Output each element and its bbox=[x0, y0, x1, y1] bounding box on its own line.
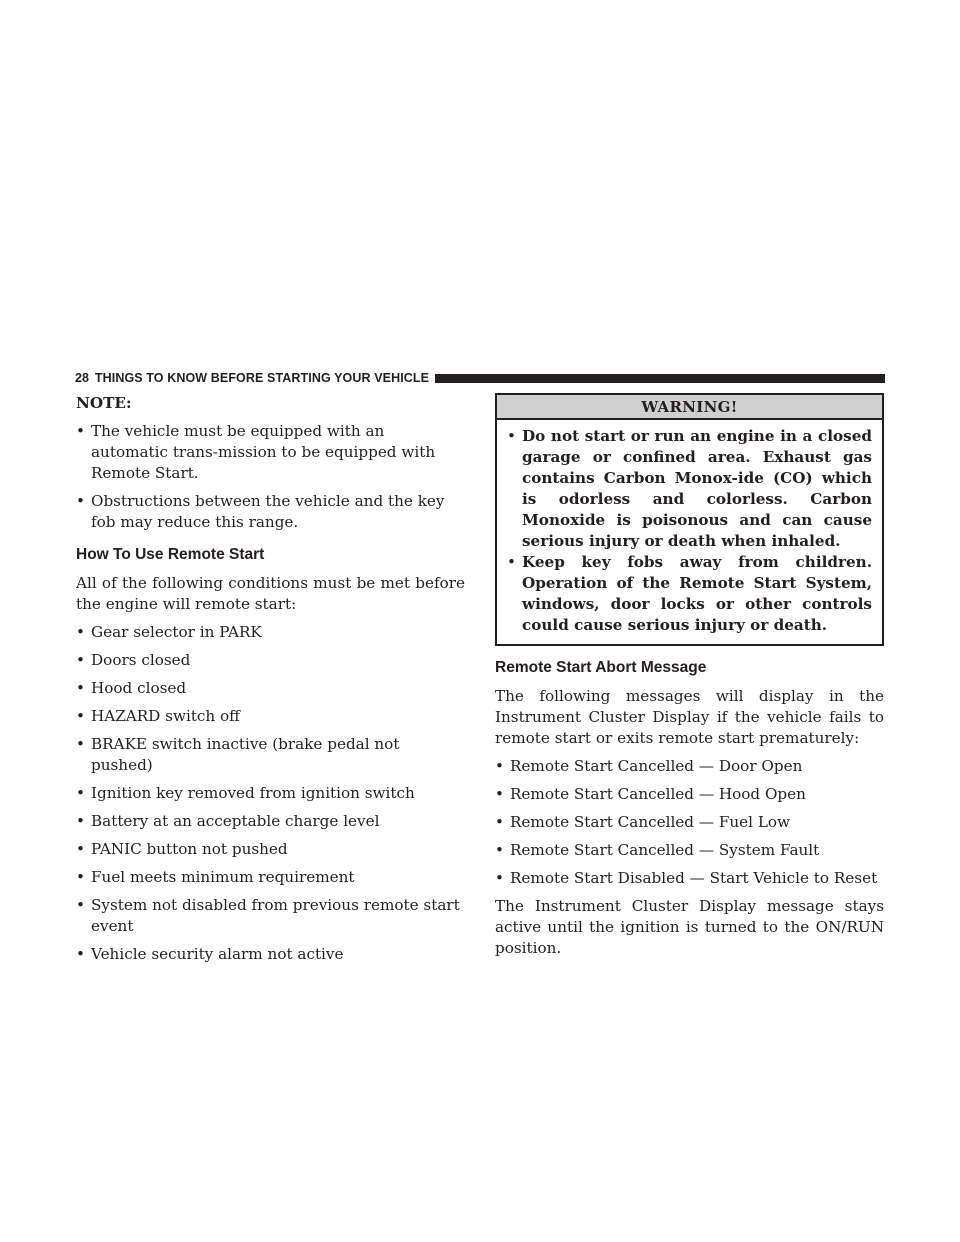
page-header bbox=[75, 371, 885, 385]
left-column bbox=[76, 393, 465, 972]
condition-item: • Fuel meets minimum requirement bbox=[76, 868, 355, 886]
abort-intro: The following messages will display in the Instrument Cluster Display if the vehicle fails to remote start or exits remote start prematurely: bbox=[495, 687, 884, 747]
abort-message-item: • Remote Start Cancelled — Hood Open bbox=[495, 785, 806, 803]
note-item: • The vehicle must be equipped with an automatic trans-mission to be equipped with Remote Start. bbox=[76, 422, 436, 482]
bullet-icon: • bbox=[76, 896, 85, 914]
conditions-list bbox=[76, 622, 465, 965]
condition-item: • PANIC button not pushed bbox=[76, 840, 288, 858]
warning-item: • Do not start or run an engine in a closed garage or confined area. Exhaust gas contains Carbon Monox-ide (CO) which is odorless and colorless. Carbon Monoxide is poisonous and can cause serious injury or death when inhaled. bbox=[507, 427, 872, 550]
bullet-icon: • bbox=[495, 757, 504, 775]
bullet-icon: • bbox=[76, 707, 85, 725]
bullet-icon: • bbox=[495, 785, 504, 803]
right-column bbox=[495, 393, 884, 966]
bullet-icon: • bbox=[76, 422, 85, 440]
bullet-icon: • bbox=[495, 841, 504, 859]
condition-item: • Vehicle security alarm not active bbox=[76, 945, 344, 963]
warning-item: • Keep key fobs away from children. Operation of the Remote Start System, windows, door locks or other controls could cause serious injury or death. bbox=[507, 553, 872, 634]
condition-item: • BRAKE switch inactive (brake pedal not pushed) bbox=[76, 735, 400, 774]
abort-message-item: • Remote Start Cancelled — Fuel Low bbox=[495, 813, 791, 831]
abort-message-item: • Remote Start Cancelled — System Fault bbox=[495, 841, 820, 859]
condition-item: • HAZARD switch off bbox=[76, 707, 240, 725]
condition-item: • Hood closed bbox=[76, 679, 187, 697]
bullet-icon: • bbox=[76, 623, 85, 641]
abort-message-item: • Remote Start Cancelled — Door Open bbox=[495, 757, 803, 775]
closing-paragraph: The Instrument Cluster Display message stays active until the ignition is turned to the ON/RUN position. bbox=[495, 897, 884, 957]
bullet-icon: • bbox=[76, 492, 85, 510]
warning-list bbox=[497, 420, 882, 644]
condition-item: • System not disabled from previous remote start event bbox=[76, 896, 460, 935]
bullet-icon: • bbox=[507, 553, 516, 571]
bullet-icon: • bbox=[76, 840, 85, 858]
bullet-icon: • bbox=[76, 679, 85, 697]
bullet-icon: • bbox=[507, 427, 516, 445]
abort-heading: Remote Start Abort Message bbox=[495, 659, 707, 676]
bullet-icon: • bbox=[495, 813, 504, 831]
note-item: • Obstructions between the vehicle and the key fob may reduce this range. bbox=[76, 492, 445, 531]
bullet-icon: • bbox=[76, 784, 85, 802]
bullet-icon: • bbox=[76, 868, 85, 886]
page-number: 28 bbox=[75, 371, 89, 385]
bullet-icon: • bbox=[76, 945, 85, 963]
howto-intro: All of the following conditions must be met before the engine will remote start: bbox=[76, 574, 465, 613]
bullet-icon: • bbox=[76, 651, 85, 669]
section-title: THINGS TO KNOW BEFORE STARTING YOUR VEHICLE bbox=[94, 371, 430, 385]
abort-message-item: • Remote Start Disabled — Start Vehicle to Reset bbox=[495, 869, 878, 887]
bullet-icon: • bbox=[495, 869, 504, 887]
bullet-icon: • bbox=[76, 812, 85, 830]
condition-item: • Gear selector in PARK bbox=[76, 623, 262, 641]
condition-item: • Doors closed bbox=[76, 651, 191, 669]
note-list bbox=[76, 421, 465, 533]
note-label: NOTE: bbox=[76, 394, 132, 412]
howto-heading: How To Use Remote Start bbox=[76, 546, 265, 563]
condition-item: • Battery at an acceptable charge level bbox=[76, 812, 380, 830]
abort-messages-list bbox=[495, 756, 884, 889]
bullet-icon: • bbox=[76, 735, 85, 753]
condition-item: • Ignition key removed from ignition switch bbox=[76, 784, 415, 802]
warning-box bbox=[495, 393, 884, 646]
warning-title: WARNING! bbox=[497, 395, 882, 420]
header-rule bbox=[435, 374, 885, 383]
